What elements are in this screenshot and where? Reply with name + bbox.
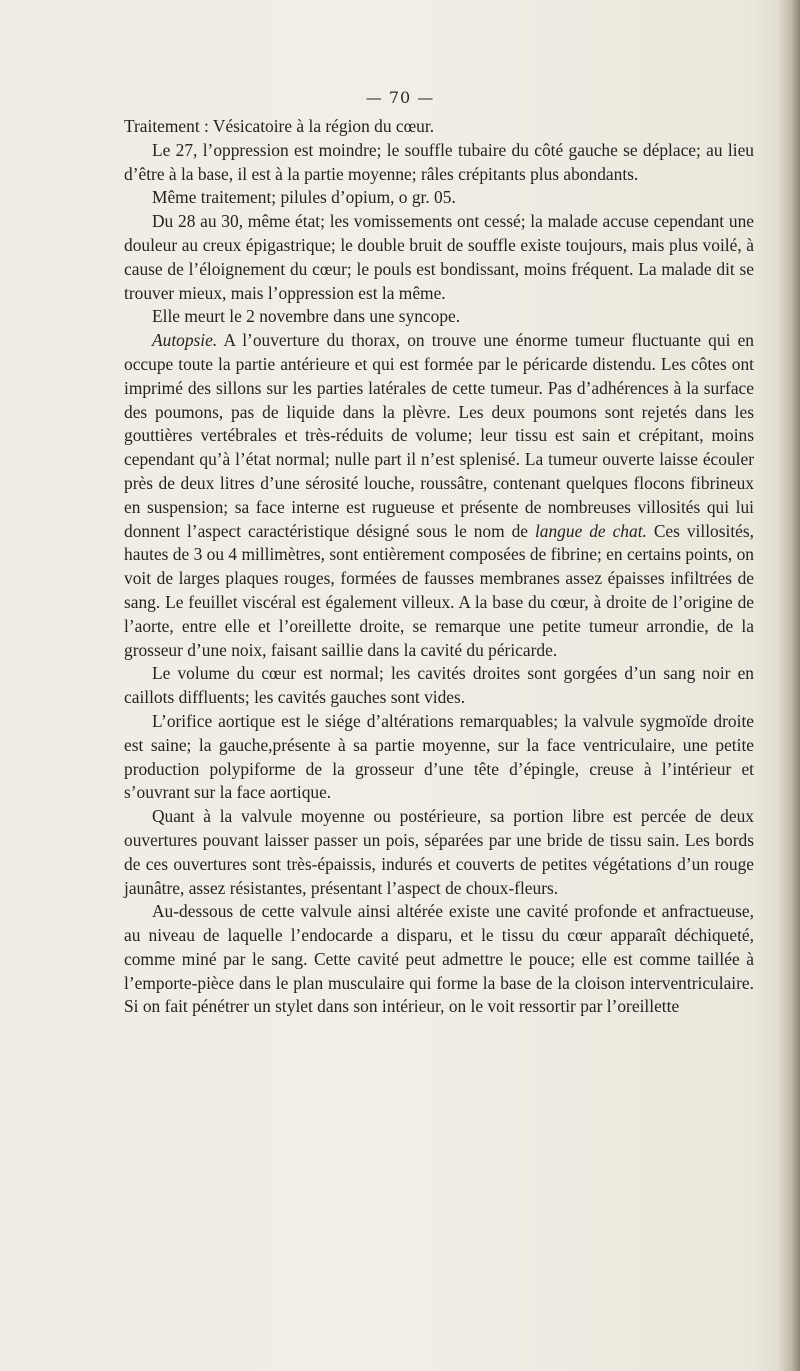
paragraph: Le 27, l’oppression est moindre; le souffle tubaire du côté gauche se déplace; au lieu d’être à la base, il est à la partie moyenne; râles crépitants plus abondants. bbox=[124, 139, 754, 184]
page-edge-shadow bbox=[778, 0, 800, 1371]
paragraph: Le volume du cœur est normal; les cavités droites sont gorgées d’un sang noir en caillots diffluents; les cavités gauches sont vides. bbox=[124, 663, 754, 708]
autopsy-label: Autopsie. bbox=[152, 330, 218, 351]
paragraph: L’orifice aortique est le siége d’altérations remarquables; la valvule sygmoïde droite est saine; la gauche,présente à sa partie moyenne, sur la face ventriculaire, une petite production polypiforme de la grosseur d’une tête d’épingle, creuse à l’intérieur et s’ouvrant sur la face aortique. bbox=[124, 710, 754, 803]
page-number: — 70 — bbox=[365, 88, 435, 107]
autopsy-text-before: A l’ouverture du thorax, on trouve une énorme tumeur fluctuante qui en occupe toute la partie antérieure et qui est formée par le péricarde distendu. Les côtes ont imprimé des sillons sur les parties latérales de cette tumeur. Pas d’adhérences à la surface des poumons, pas de liquide dans la plèvre. Les deux poumons sont rejetés dans les gouttières vertébrales et très-réduits de volume; leur tissu est sain et crépitant, moins cependant qu’à l’état normal; nulle part il n’est splenisé. La tumeur ouverte laisse écouler près de deux litres d’une sérosité louche, roussâtre, contenant quelques flocons fibrineux en suspension; sa face interne est rugueuse et présente de nombreuses villosités qui lui donnent l’aspect caractéristique désigné sous le nom de bbox=[124, 330, 754, 541]
paragraph-treatment: Traitement : Vésicatoire à la région du cœur. bbox=[124, 116, 435, 136]
autopsy-term: langue de chat. bbox=[534, 520, 647, 541]
paragraph: Elle meurt le 2 novembre dans une syncope. bbox=[152, 306, 461, 327]
body-text bbox=[124, 115, 754, 1019]
paragraph: Au-dessous de cette valvule ainsi altérée existe une cavité profonde et anfractueuse, au niveau de laquelle l’endocarde a disparu, et le tissu du cœur apparaît déchiqueté, comme miné par le sang. Cette cavité peut admettre le pouce; elle est comme taillée à l’emporte-pièce dans le plan musculaire qui forme la base de la cloison interventriculaire. Si on fait pénétrer un stylet dans son intérieur, on le voit ressortir par l’oreillette bbox=[124, 901, 754, 1017]
paragraph: Quant à la valvule moyenne ou postérieure, sa portion libre est percée de deux ouvertures pouvant laisser passer un pois, séparées par une bride de tissu sain. Les bords de ces ouvertures sont très-épaissis, indurés et couverts de petites végétations d’un rouge jaunâtre, assez résistantes, présentant l’aspect de choux-fleurs. bbox=[124, 806, 754, 898]
paragraph-autopsy bbox=[124, 329, 754, 662]
autopsy-text-after: Ces villosités, hautes de 3 ou 4 millimètres, sont entièrement composées de fibrine; en certains points, on voit de larges plaques rouges, formées de fausses membranes assez épaisses infiltrées de sang. Le feuillet viscéral est également villeux. A la base du cœur, à droite de l’origine de l’aorte, entre elle et l’oreillette droite, se remarque une petite tumeur arrondie, de la grosseur d’une noix, faisant saillie dans la cavité du péricarde. bbox=[124, 520, 754, 660]
paragraph: Même traitement; pilules d’opium, o gr. 05. bbox=[152, 187, 456, 208]
paragraph: Du 28 au 30, même état; les vomissements ont cessé; la malade accuse cependant une douleur au creux épigastrique; le double bruit de souffle existe toujours, mais plus voilé, à cause de l’éloignement du cœur; le pouls est bondissant, moins fréquent. La malade dit se trouver mieux, mais l’oppression est la même. bbox=[124, 211, 754, 303]
